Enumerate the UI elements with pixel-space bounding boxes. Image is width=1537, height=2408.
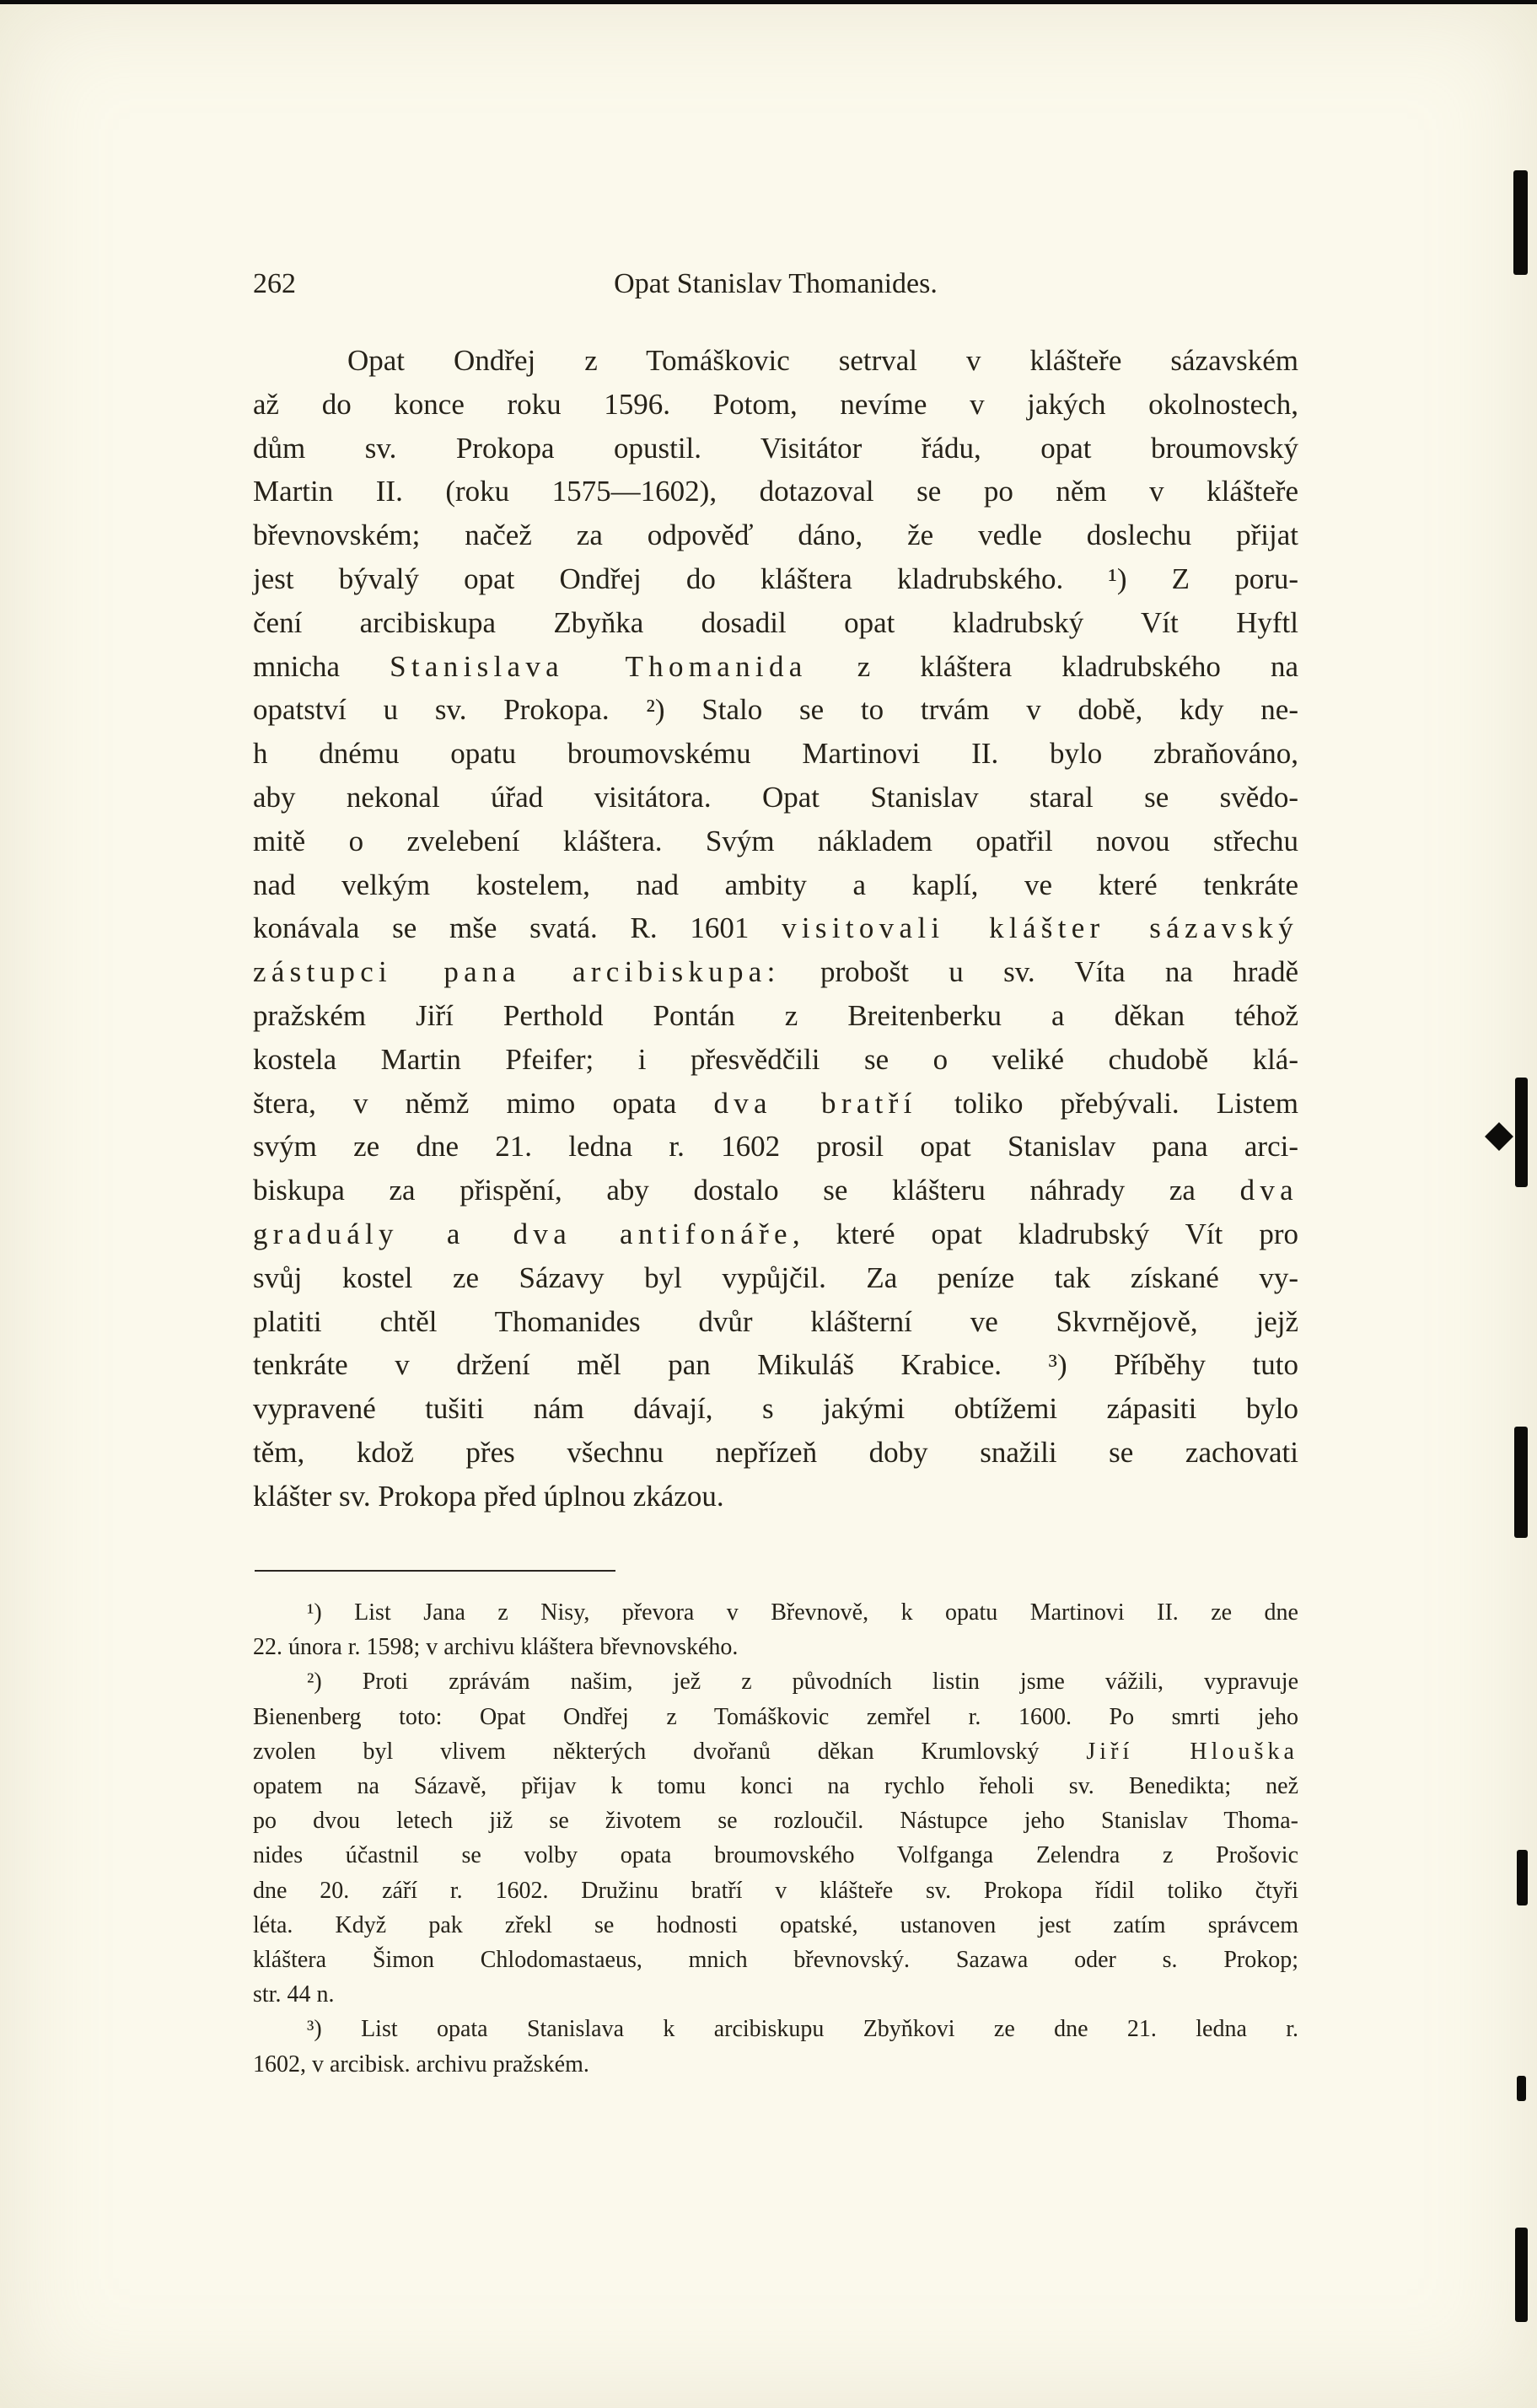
letterspaced-text: graduály a dva antifonáře: [253, 1217, 793, 1250]
letterspaced-text: zástupci pana arcibiskupa:: [253, 955, 781, 989]
scan-artifact: [1515, 1078, 1528, 1187]
text-line: tenkráte v držení měl pan Mikuláš Krabice. ³) Příběhy tuto: [253, 1348, 1298, 1382]
letterspaced-text: Jiří Hlouška: [1086, 1738, 1298, 1765]
text-line: Opat Ondřej z Tomáškovic setrval v klášteře sázavském: [347, 344, 1298, 377]
text-line: dne 20. září r. 1602. Družinu bratří v klášteře sv. Prokopa řídil toliko čtyři: [253, 1877, 1298, 1904]
running-head: [253, 268, 1298, 307]
text-line: kláštera Šimon Chlodomastaeus, mnich břevnovský. Sazawa oder s. Prokop;: [253, 1947, 1298, 1974]
text-line: až do konce roku 1596. Potom, nevíme v jakých okolnostech,: [253, 387, 1298, 421]
letterspaced-text: dva bratří: [713, 1086, 917, 1120]
text-line: léta. Když pak zřekl se hodnosti opatské, ustanoven jest zatím správcem: [253, 1911, 1298, 1938]
text-line: ³) List opata Stanislava k arcibiskupu Zbyňkovi ze dne 21. ledna r.: [307, 2016, 1298, 2043]
footnote-2: [253, 1664, 1298, 2012]
text-line: dům sv. Prokopa opustil. Visitátor řádu, opat broumovský: [253, 431, 1298, 465]
text-line: nad velkým kostelem, nad ambity a kaplí, ve které tenkráte: [253, 868, 1298, 901]
text-line: mitě o zvelebení kláštera. Svým nákladem opatřil novou střechu: [253, 824, 1298, 857]
letterspaced-text: visitovali klášter sázavský: [782, 911, 1298, 945]
text-line: konávala se mše svatá. R. 1601 visitovali klášter sázavský: [253, 911, 1298, 945]
text-line: mnicha Stanislava Thomanida z kláštera kladrubského na: [253, 649, 1299, 683]
footnotes: [253, 1595, 1298, 2082]
text-line: 22. února r. 1598; v archivu kláštera břevnovského.: [253, 1634, 739, 1661]
text-line: zástupci pana arcibiskupa: probošt u sv. Víta na hradě: [253, 955, 1298, 989]
text-line: graduály a dva antifonáře, které opat kladrubský Vít pro: [253, 1217, 1298, 1250]
text-line: vypravené tušiti nám dávají, s jakými obtížemi zápasiti bylo: [253, 1392, 1298, 1426]
letterspaced-text: Stanislava Thomanida: [390, 649, 808, 683]
text-line: Bienenberg toto: Opat Ondřej z Tomáškovic zemřel r. 1600. Po smrti jeho: [253, 1703, 1298, 1730]
running-title: Opat Stanislav Thomanides.: [614, 268, 938, 299]
footnote-separator: [255, 1570, 615, 1572]
text-line: zvolen byl vlivem některých dvořanů děkan Krumlovský Jiří Hlouška: [253, 1738, 1298, 1765]
text-line: jest bývalý opat Ondřej do kláštera kladrubského. ¹) Z poru-: [253, 562, 1298, 595]
text-line: ²) Proti zprávám našim, jež z původních listin jsme vážili, vypravuje: [307, 1669, 1298, 1696]
text-line: str. 44 n.: [253, 1981, 335, 2008]
text-line: po dvou letech již se životem se rozloučil. Nástupce jeho Stanislav Thoma-: [253, 1808, 1298, 1835]
scan-artifact: [1517, 1850, 1528, 1905]
text-line: biskupa za přispění, aby dostalo se klášteru náhrady za dva: [253, 1174, 1298, 1207]
page-number: 262: [253, 268, 296, 299]
text-line: aby nekonal úřad visitátora. Opat Stanislav staral se svědo-: [253, 780, 1298, 814]
text-line: pražském Jiří Perthold Pontán z Breitenberku a děkan téhož: [253, 998, 1298, 1032]
text-line: platiti chtěl Thomanides dvůr klášterní ve Skvrnějově, jejž: [253, 1304, 1298, 1338]
text-line: opatem na Sázavě, přijav k tomu konci na rychlo řeholi sv. Benedikta; než: [253, 1773, 1298, 1800]
text-line: svým ze dne 21. ledna r. 1602 prosil opat Stanislav pana arci-: [253, 1130, 1298, 1164]
text-line: kostela Martin Pfeifer; i přesvědčili se o veliké chudobě klá-: [253, 1042, 1298, 1076]
text-line: svůj kostel ze Sázavy byl vypůjčil. Za peníze tak získané vy-: [253, 1260, 1298, 1294]
ink-blot: [1485, 1122, 1513, 1151]
letterspaced-text: dva: [1239, 1174, 1298, 1207]
text-line: klášter sv. Prokopa před úplnou zkázou.: [253, 1479, 724, 1513]
text-line: těm, kdož přes všechnu nepřízeň doby snažili se zachovati: [253, 1435, 1298, 1469]
footnote-1: [253, 1595, 1298, 1664]
footnote-3: [253, 2012, 1298, 2081]
scan-edge-top: [0, 0, 1537, 4]
text-line: opatství u sv. Prokopa. ²) Stalo se to trvám v době, kdy ne-: [253, 693, 1298, 727]
scan-artifact: [1514, 1427, 1528, 1538]
text-line: štera, v němž mimo opata dva bratří toliko přebývali. Listem: [253, 1086, 1298, 1120]
scan-artifact: [1515, 2228, 1528, 2322]
body-text: [253, 339, 1298, 1518]
text-line: čení arcibiskupa Zbyňka dosadil opat kladrubský Vít Hyftl: [253, 605, 1298, 639]
text-line: Martin II. (roku 1575—1602), dotazoval se po něm v klášteře: [253, 475, 1298, 508]
text-line: h dnému opatu broumovskému Martinovi II. bylo zbraňováno,: [253, 737, 1298, 771]
text-line: ¹) List Jana z Nisy, převora v Břevnově, k opatu Martinovi II. ze dne: [307, 1599, 1298, 1626]
text-line: nides účastnil se volby opata broumovského Volfganga Zelendra z Prošovic: [253, 1842, 1298, 1869]
scan-artifact: [1513, 170, 1528, 275]
text-line: břevnovském; načež za odpověď dáno, že vedle doslechu přijat: [253, 519, 1298, 552]
text-line: 1602, v arcibisk. archivu pražském.: [253, 2051, 589, 2077]
scan-artifact: [1517, 2076, 1526, 2101]
